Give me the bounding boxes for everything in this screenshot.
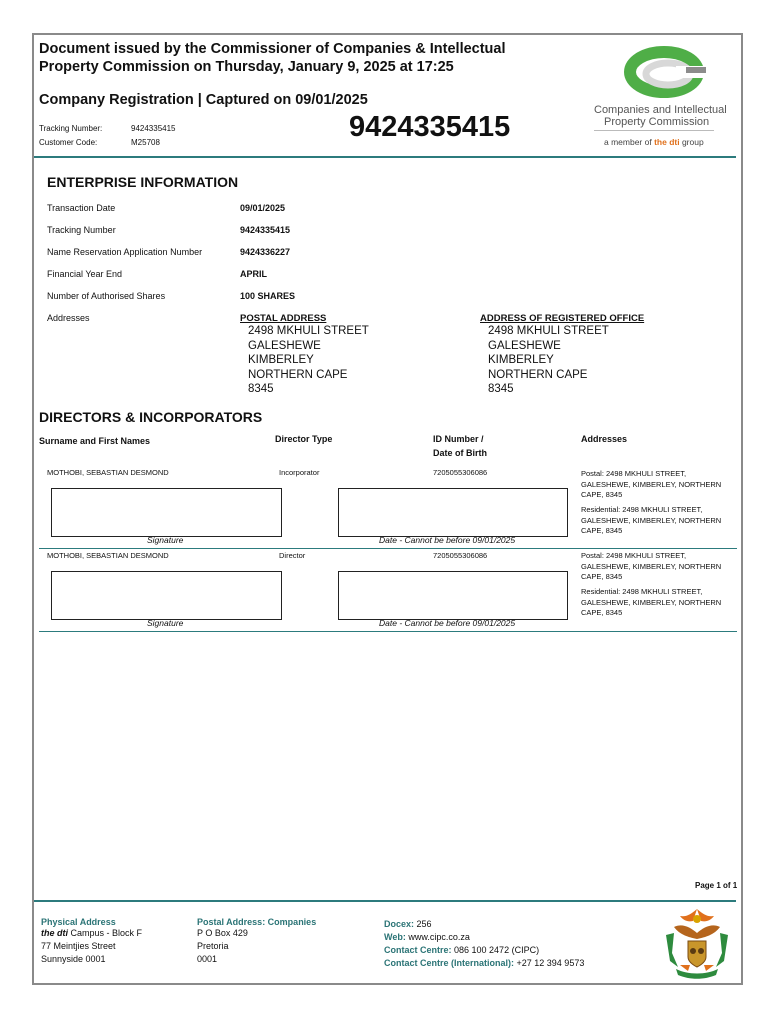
- contact-centre-label: Contact Centre:: [384, 945, 452, 955]
- docex-value: 256: [414, 919, 432, 929]
- title-line-1: Document issued by the Commissioner of Companies & Intellectual: [39, 41, 506, 57]
- logo-member-suffix: group: [679, 137, 704, 147]
- signature-caption: Signature: [147, 535, 184, 545]
- logo-divider: [594, 130, 714, 131]
- footer-postal-line: 0001: [197, 954, 218, 964]
- footer-contact: [384, 918, 584, 970]
- director-name: MOTHOBI, SEBASTIAN DESMOND: [47, 551, 169, 560]
- column-header-addresses: Addresses: [581, 434, 628, 444]
- date-caption: Date - Cannot be before 09/01/2025: [379, 535, 516, 545]
- enterprise-value: 9424336227: [240, 247, 291, 257]
- enterprise-value: 09/01/2025: [240, 203, 286, 213]
- footer-physical-line: Sunnyside 0001: [41, 954, 106, 964]
- registered-address-line: NORTHERN CAPE: [488, 368, 588, 381]
- web-link[interactable]: www.cipc.co.za: [405, 932, 470, 942]
- enterprise-heading: ENTERPRISE INFORMATION: [47, 174, 239, 190]
- contact-centre-value: 086 100 2472 (CIPC): [451, 945, 540, 955]
- postal-address-line: 8345: [248, 383, 274, 395]
- footer-postal-address: [197, 917, 316, 966]
- enterprise-label: Financial Year End: [47, 269, 123, 279]
- enterprise-label: Number of Authorised Shares: [47, 291, 166, 301]
- enterprise-label: Transaction Date: [47, 203, 116, 213]
- postal-address-block: [248, 324, 369, 397]
- footer-physical-line: 77 Meintjies Street: [41, 941, 116, 951]
- footer-dti-brand: the dti: [41, 928, 68, 938]
- director-postal-address: Postal: 2498 MKHULI STREET, GALESHEWE, KIMBERLEY, NORTHERN CAPE, 8345: [581, 469, 722, 499]
- column-header-id: [433, 432, 487, 460]
- director-type: Director: [279, 551, 306, 560]
- footer-postal-heading: Postal Address: Companies: [197, 917, 317, 927]
- director-residential-address: Residential: 2498 MKHULI STREET, GALESHEWE, KIMBERLEY, NORTHERN CAPE, 8345: [581, 587, 722, 617]
- column-header-type: Director Type: [275, 434, 333, 444]
- registered-address-line: 8345: [488, 383, 514, 395]
- logo-org-line-1: Companies and Intellectual: [594, 104, 727, 116]
- header-divider: [34, 156, 736, 158]
- web-label: Web:: [384, 932, 406, 942]
- logo-member-text: [604, 137, 704, 147]
- enterprise-value: APRIL: [240, 269, 267, 279]
- footer-physical-heading: Physical Address: [41, 917, 116, 927]
- footer-postal-line: P O Box 429: [197, 928, 248, 938]
- addresses-label: Addresses: [47, 313, 90, 323]
- footer-physical-line: Campus - Block F: [68, 928, 143, 938]
- row-divider: [39, 548, 737, 549]
- registered-address-line: GALESHEWE: [488, 339, 561, 352]
- footer-postal-line: Pretoria: [197, 941, 229, 951]
- registered-address-line: KIMBERLEY: [488, 354, 554, 366]
- customer-code-value: M25708: [131, 138, 160, 147]
- postal-address-line: KIMBERLEY: [248, 354, 314, 366]
- cipc-logo-icon: [616, 44, 716, 100]
- director-type: Incorporator: [279, 468, 320, 477]
- tracking-label: Tracking Number:: [39, 124, 103, 133]
- column-header-name: Surname and First Names: [39, 436, 151, 446]
- coat-of-arms-icon: [660, 905, 734, 981]
- footer-physical-address: [41, 917, 142, 966]
- column-header-id-line-1: ID Number /: [433, 434, 484, 444]
- directors-heading: DIRECTORS & INCORPORATORS: [39, 409, 263, 425]
- cipc-logo: [590, 44, 730, 154]
- page-indicator: Page 1 of 1: [695, 881, 738, 890]
- director-name: MOTHOBI, SEBASTIAN DESMOND: [47, 468, 169, 477]
- enterprise-label: Tracking Number: [47, 225, 116, 235]
- date-box[interactable]: [338, 488, 568, 537]
- contact-intl-value: +27 12 394 9573: [514, 958, 585, 968]
- director-residential-address: Residential: 2498 MKHULI STREET, GALESHEWE, KIMBERLEY, NORTHERN CAPE, 8345: [581, 505, 722, 535]
- enterprise-value: 9424335415: [240, 225, 291, 235]
- postal-address-line: NORTHERN CAPE: [248, 368, 348, 381]
- signature-box[interactable]: [51, 571, 282, 620]
- tracking-number-large: 9424335415: [349, 111, 511, 143]
- registered-office-heading: ADDRESS OF REGISTERED OFFICE: [480, 313, 645, 324]
- row-divider: [39, 631, 737, 632]
- postal-address-line: GALESHEWE: [248, 339, 321, 352]
- footer-divider: [34, 900, 736, 902]
- signature-caption: Signature: [147, 618, 184, 628]
- director-postal-address: Postal: 2498 MKHULI STREET, GALESHEWE, KIMBERLEY, NORTHERN CAPE, 8345: [581, 551, 722, 581]
- registered-address-line: 2498 MKHULI STREET: [488, 325, 609, 337]
- date-caption: Date - Cannot be before 09/01/2025: [379, 618, 516, 628]
- director-id: 7205055306086: [433, 551, 488, 560]
- customer-code-label: Customer Code:: [39, 138, 98, 147]
- tracking-value: 9424335415: [131, 124, 176, 133]
- postal-address-heading: POSTAL ADDRESS: [240, 313, 327, 324]
- title-line-2: Property Commission on Thursday, January 9, 2025 at 17:25: [39, 59, 454, 75]
- postal-address-line: 2498 MKHULI STREET: [248, 325, 369, 337]
- enterprise-value: 100 SHARES: [240, 291, 296, 301]
- docex-label: Docex:: [384, 919, 415, 929]
- column-header-id-line-2: Date of Birth: [433, 448, 487, 458]
- signature-box[interactable]: [51, 488, 282, 537]
- document-subtitle: Company Registration | Captured on 09/01/2025: [39, 92, 368, 108]
- document-title: [39, 40, 506, 76]
- director-id: 7205055306086: [433, 468, 488, 477]
- enterprise-label: Name Reservation Application Number: [47, 247, 203, 257]
- registered-office-block: [488, 324, 609, 397]
- date-box[interactable]: [338, 571, 568, 620]
- logo-member-prefix: a member of: [604, 137, 655, 147]
- logo-org-line-2: Property Commission: [604, 116, 710, 128]
- contact-intl-label: Contact Centre (International):: [384, 958, 515, 968]
- logo-member-brand: the dti: [654, 137, 680, 147]
